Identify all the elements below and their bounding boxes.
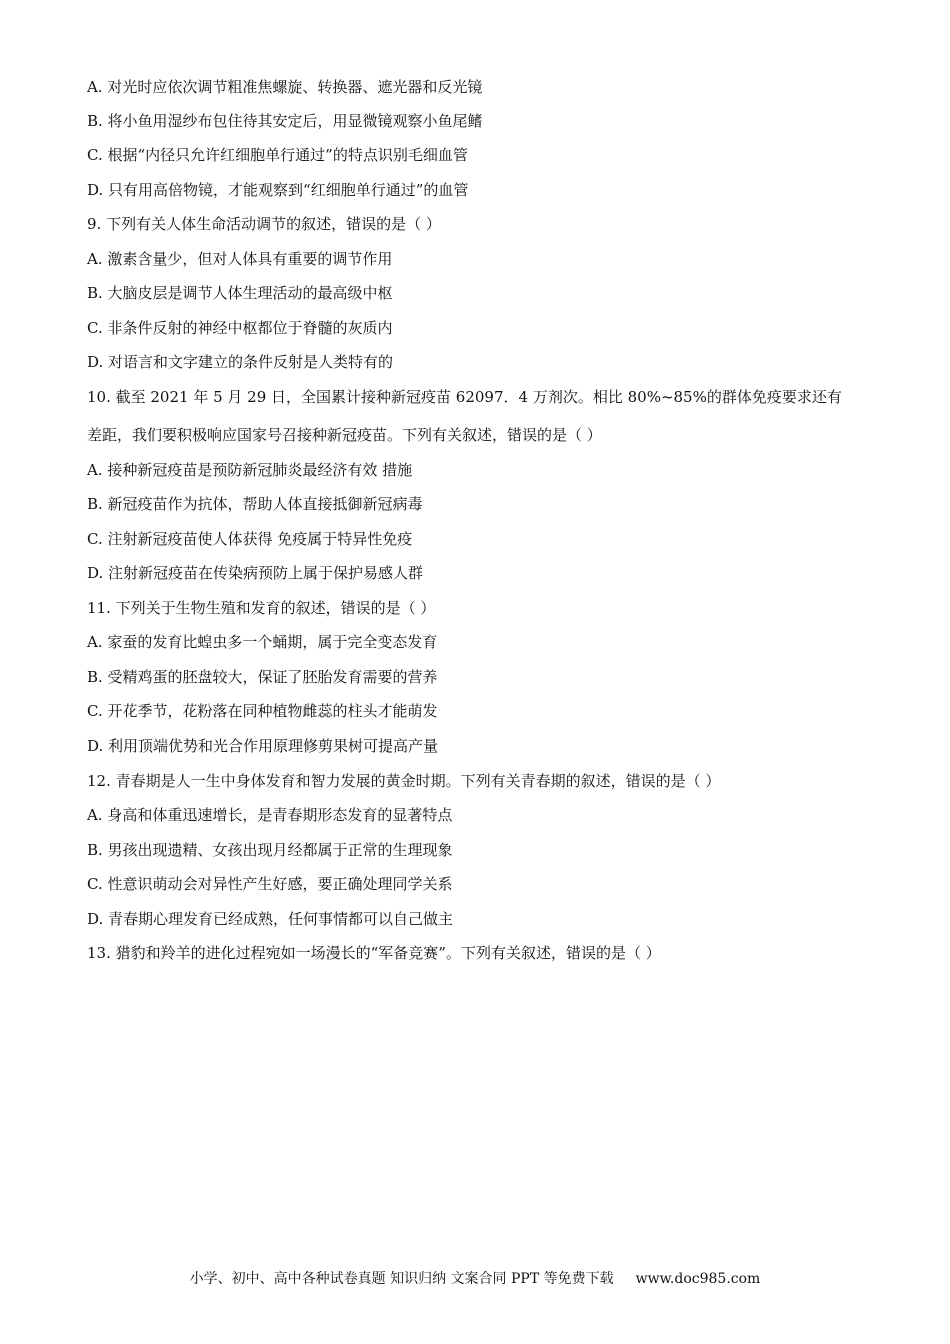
option-10a: A. 接种新冠疫苗是预防新冠肺炎最经济有效 措施 (87, 461, 413, 479)
option-10c: C. 注射新冠疫苗使人体获得 免疫属于特异性免疫 (87, 530, 413, 548)
option-9d: D. 对语言和文字建立的条件反射是人类特有的 (87, 353, 394, 371)
question-9: 9. 下列有关人体生命活动调节的叙述，错误的是（ ） (87, 215, 441, 233)
option-12d: D. 青春期心理发育已经成熟，任何事情都可以自己做主 (87, 910, 454, 928)
option-8c: C. 根据“内径只允许红细胞单行通过”的特点识别毛细血管 (87, 146, 468, 164)
option-9b: B. 大脑皮层是调节人体生理活动的最高级中枢 (87, 284, 393, 302)
footer-url-link[interactable]: www.doc985.com (635, 1271, 761, 1287)
footer-text: 小学、初中、高中各种试卷真题 知识归纳 文案合同 PPT 等免费下载 (189, 1271, 614, 1287)
option-8b: B. 将小鱼用湿纱布包住待其安定后，用显微镜观察小鱼尾鳍 (87, 112, 483, 130)
option-12a: A. 身高和体重迅速增长，是青春期形态发育的显著特点 (87, 806, 453, 824)
option-11c: C. 开花季节，花粉落在同种植物雌蕊的柱头才能萌发 (87, 702, 438, 720)
option-12b: B. 男孩出现遗精、女孩出现月经都属于正常的生理现象 (87, 841, 453, 859)
option-11d: D. 利用顶端优势和光合作用原理修剪果树可提高产量 (87, 737, 439, 755)
question-11: 11. 下列关于生物生殖和发育的叙述，错误的是（ ） (87, 599, 436, 617)
option-10b: B. 新冠疫苗作为抗体，帮助人体直接抵御新冠病毒 (87, 495, 423, 513)
question-10-line-1: 10. 截至 2021 年 5 月 29 日，全国累计接种新冠疫苗 62097．4 万剂次。相比 80%~85%的群体免疫要求还有 (87, 388, 842, 406)
question-12: 12. 青春期是人一生中身体发育和智力发展的黄金时期。下列有关青春期的叙述，错误的是（ ） (87, 772, 721, 790)
option-8a: A. 对光时应依次调节粗准焦螺旋、转换器、遮光器和反光镜 (87, 78, 483, 96)
page-footer (0, 1269, 950, 1289)
option-11b: B. 受精鸡蛋的胚盘较大，保证了胚胎发育需要的营养 (87, 668, 438, 686)
option-9c: C. 非条件反射的神经中枢都位于脊髓的灰质内 (87, 319, 393, 337)
option-12c: C. 性意识萌动会对异性产生好感，要正确处理同学关系 (87, 875, 453, 893)
option-9a: A. 激素含量少，但对人体具有重要的调节作用 (87, 250, 393, 268)
option-11a: A. 家蚕的发育比蝗虫多一个蛹期，属于完全变态发育 (87, 633, 438, 651)
option-8d: D. 只有用高倍物镜，才能观察到“红细胞单行通过”的血管 (87, 181, 469, 199)
option-10d: D. 注射新冠疫苗在传染病预防上属于保护易感人群 (87, 564, 424, 582)
question-13: 13. 猎豹和羚羊的进化过程宛如一场漫长的“军备竞赛”。下列有关叙述，错误的是（ ） (87, 944, 661, 962)
question-10-line-2: 差距，我们要积极响应国家号召接种新冠疫苗。下列有关叙述，错误的是（ ） (87, 426, 602, 444)
